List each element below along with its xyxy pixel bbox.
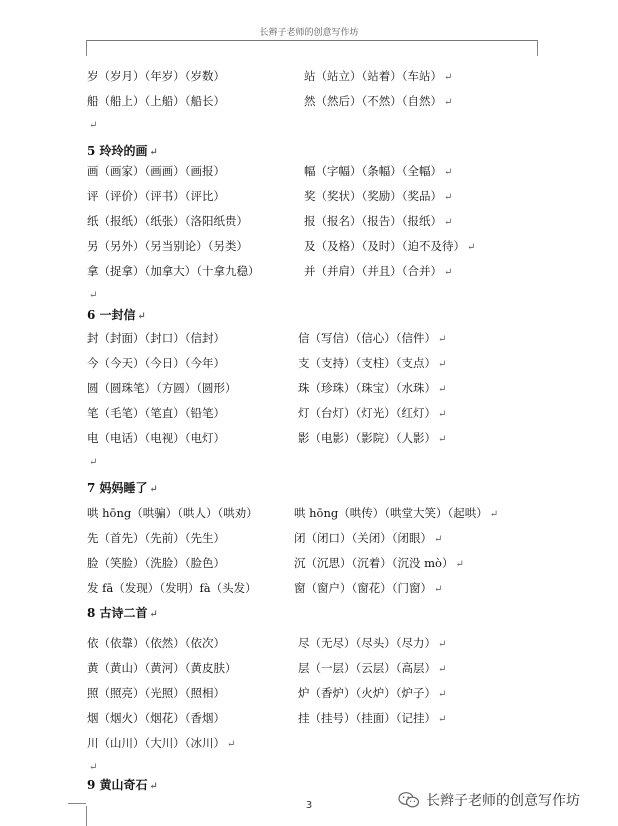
vocab-left: 笔（毛笔）（笔直）（铅笔） (87, 406, 225, 420)
vocab-right: 珠（珍珠）（珠宝）（水珠） ↵ (298, 381, 447, 395)
vocab-left: 拿（捉拿）（加拿大）（十拿九稳） (87, 264, 260, 278)
paragraph-mark: ↵ (434, 534, 443, 545)
vocab-left: 封（封面）（封口）（信封） (87, 331, 225, 345)
vocab-left: 川（山川）（大川）（冰川） ↵ (87, 736, 236, 750)
vocab-right: 闭（闭口）（关闭）（闭眼） ↵ (294, 531, 443, 545)
vocab-right: 炉（香炉）（火炉）（炉子） ↵ (298, 686, 447, 700)
vocab-row (0, 66, 618, 86)
vocab-row (0, 353, 618, 373)
paragraph-mark: ↵ (438, 384, 447, 395)
vocab-right: 幅（字幅）（条幅）（全幅） ↵ (304, 164, 453, 178)
section-heading (0, 603, 618, 623)
vocab-right: 挂（挂号）（挂面）（记挂） ↵ (298, 711, 447, 725)
section-title: 7 妈妈睡了 ↵ (87, 481, 158, 495)
vocab-left (87, 116, 97, 136)
paragraph-mark: ↵ (444, 167, 453, 178)
vocab-left (87, 286, 97, 306)
vocab-right: 报（报名）（报告）（报纸） ↵ (304, 214, 453, 228)
vocab-right: 奖（奖状）（奖励）（奖品） ↵ (304, 189, 453, 203)
paragraph-mark: ↵ (444, 267, 453, 278)
crop-mark-top-left (86, 40, 87, 56)
paragraph-mark: ↵ (444, 97, 453, 108)
vocab-right: 层（一层）（云层）（高层） ↵ (298, 661, 447, 675)
vocab-row (0, 261, 618, 281)
paragraph-mark: ↵ (149, 609, 158, 620)
vocab-left: 今（今天）（今日）（今年） (87, 356, 225, 370)
vocab-left: 纸（报纸）（纸张）（洛阳纸贵） (87, 214, 248, 228)
blank-paragraph (0, 116, 618, 136)
vocab-row (0, 633, 618, 653)
paragraph-mark: ↵ (438, 334, 447, 345)
crop-mark-top-right (537, 40, 538, 56)
paragraph-mark: ↵ (467, 242, 476, 253)
watermark (398, 788, 580, 812)
paragraph-mark: ↵ (444, 72, 453, 83)
vocab-row (0, 403, 618, 423)
vocab-left: 烟（烟火）（烟花）（香烟） (87, 711, 225, 725)
vocab-right: 窗（窗户）（窗花）（门窗） ↵ (294, 581, 443, 595)
paragraph-mark: ↵ (455, 559, 464, 570)
vocab-row (0, 578, 618, 598)
vocab-right: 站（站立）（站着）（车站） ↵ (304, 69, 453, 83)
paragraph-mark: ↵ (438, 689, 447, 700)
vocab-row (0, 378, 618, 398)
paragraph-mark: ↵ (89, 762, 98, 773)
section-title: 6 一封信 ↵ (87, 308, 146, 322)
vocab-left: 船（船上）（上船）（船长） (87, 94, 225, 108)
vocab-row (0, 683, 618, 703)
vocab-row (0, 708, 618, 728)
wechat-icon (398, 791, 420, 809)
section-heading (0, 478, 618, 498)
paragraph-mark: ↵ (89, 120, 98, 131)
vocab-left: 画（画家）（画画）（画报） (87, 164, 225, 178)
paragraph-mark: ↵ (438, 714, 447, 725)
vocab-row (0, 161, 618, 181)
header-rule (86, 40, 538, 41)
vocab-row (0, 553, 618, 573)
vocab-row (0, 733, 618, 753)
paragraph-mark: ↵ (438, 639, 447, 650)
paragraph-mark: ↵ (89, 290, 98, 301)
vocab-left: 圆（圆珠笔）（方圆）（圆形） (87, 381, 237, 395)
vocab-row (0, 328, 618, 348)
vocab-right: 哄 hōng（哄传）（哄堂大笑）（起哄） ↵ (294, 506, 499, 520)
watermark-text: 长辫子老师的创意写作坊 (426, 793, 580, 809)
paragraph-mark: ↵ (89, 457, 98, 468)
paragraph-mark: ↵ (434, 584, 443, 595)
vocab-row (0, 428, 618, 448)
section-heading (0, 141, 618, 161)
vocab-left: 岁（岁月）（年岁）（岁数） (87, 69, 225, 83)
section-heading (0, 305, 618, 325)
paragraph-mark: ↵ (149, 147, 158, 158)
vocab-row (0, 186, 618, 206)
vocab-row (0, 236, 618, 256)
vocab-left: 依（依靠）（依然）（依次） (87, 636, 225, 650)
blank-paragraph (0, 286, 618, 306)
vocab-row (0, 211, 618, 231)
vocab-right: 影（电影）（影院）（人影） ↵ (298, 431, 447, 445)
paragraph-mark: ↵ (149, 484, 158, 495)
section-title: 5 玲玲的画 ↵ (87, 144, 158, 158)
vocab-right: 尽（无尽）（尽头）（尽力） ↵ (298, 636, 447, 650)
paragraph-mark: ↵ (227, 739, 236, 750)
vocab-left (87, 453, 97, 473)
vocab-right: 灯（台灯）（灯光）（红灯） ↵ (298, 406, 447, 420)
vocab-row (0, 658, 618, 678)
vocab-left: 电（电话）（电视）（电灯） (87, 431, 225, 445)
vocab-left: 评（评价）（评书）（评比） (87, 189, 225, 203)
vocab-right: 信（写信）（信心）（信件） ↵ (298, 331, 447, 345)
paragraph-mark: ↵ (438, 664, 447, 675)
vocab-row (0, 528, 618, 548)
section-title: 9 黄山奇石 ↵ (87, 778, 158, 792)
vocab-right: 然（然后）（不然）（自然） ↵ (304, 94, 453, 108)
paragraph-mark: ↵ (149, 781, 158, 792)
vocab-row (0, 91, 618, 111)
paragraph-mark: ↵ (438, 409, 447, 420)
vocab-right: 沉（沉思）（沉着）（沉没 mò） ↵ (294, 556, 464, 570)
vocab-right: 支（支持）（支柱）（支点） ↵ (298, 356, 447, 370)
vocab-left: 照（照亮）（光照）（照相） (87, 686, 225, 700)
page-header-title: 长辫子老师的创意写作坊 (259, 28, 359, 38)
paragraph-mark: ↵ (444, 192, 453, 203)
vocab-left: 发 fā（发现）（发明）fà（头发） (87, 581, 257, 595)
section-title: 8 古诗二首 ↵ (87, 606, 158, 620)
paragraph-mark: ↵ (444, 217, 453, 228)
vocab-left: 先（首先）（先前）（先生） (87, 531, 225, 545)
vocab-right: 及（及格）（及时）（迫不及待） ↵ (304, 239, 476, 253)
vocab-left: 哄 hōng（哄骗）（哄人）（哄劝） (87, 506, 258, 520)
vocab-left: 脸（笑脸）（洗脸）（脸色） (87, 556, 225, 570)
page-number: 3 (305, 800, 313, 811)
vocab-left: 黄（黄山）（黄河）（黄皮肤） (87, 661, 237, 675)
blank-paragraph (0, 453, 618, 473)
paragraph-mark: ↵ (489, 509, 499, 520)
paragraph-mark: ↵ (438, 434, 447, 445)
vocab-left: 另（另外）（另当别论）（另类） (87, 239, 248, 253)
paragraph-mark: ↵ (137, 311, 146, 322)
vocab-right: 并（并肩）（并且）（合并） ↵ (304, 264, 453, 278)
paragraph-mark: ↵ (438, 359, 447, 370)
vocab-row (0, 503, 618, 523)
